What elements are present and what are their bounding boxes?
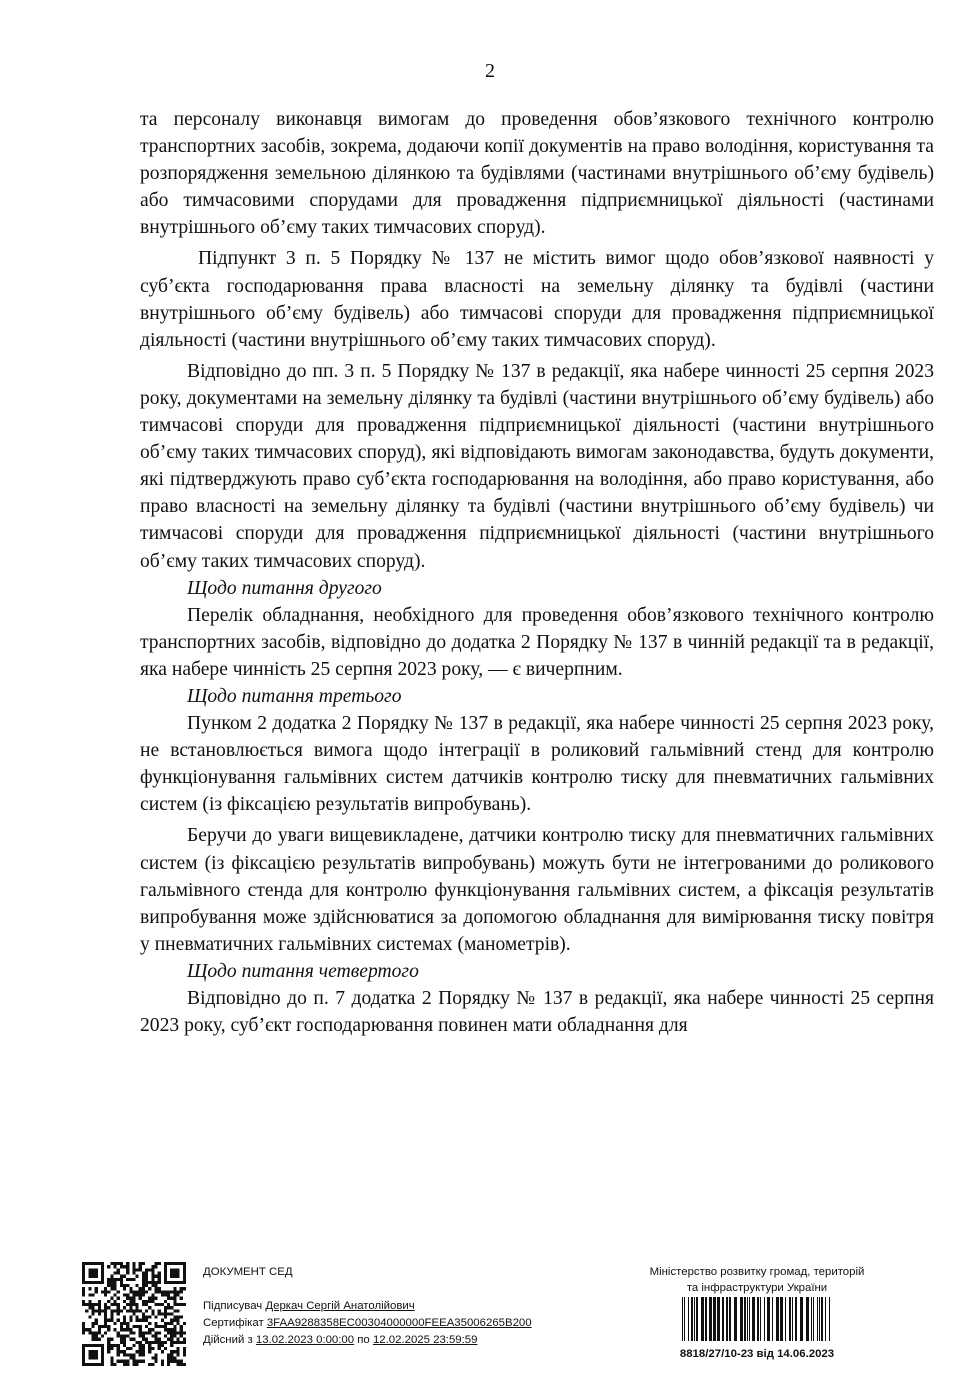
certificate-line bbox=[203, 1315, 532, 1332]
valid-from: 13.02.2023 0:00:00 bbox=[255, 1334, 355, 1346]
paragraph-7: Відповідно до п. 7 додатка 2 Порядку № 137 в редакції, яка набере чинності 25 серпня 2023 року, суб’єкт господарювання повинен мати обладнання для bbox=[140, 988, 934, 1037]
signer-label: Підписувач bbox=[203, 1300, 263, 1312]
certificate-label: Сертифікат bbox=[203, 1317, 264, 1329]
barcode-icon bbox=[682, 1297, 830, 1341]
paragraph-2: Підпункт 3 п. 5 Порядку № 137 не містить вимог щодо обов’язкової наявності у суб’єкта господарювання права власності на земельну ділянку та будівлі (частини внутрішнього об’єму будівель) або тимчасові споруди для провадження підприємницької діяльності (частини внутрішнього об’єму таких тимчасових споруд). bbox=[140, 248, 934, 351]
certificate-value: 3FAA9288358EC00304000000FEEA35006265B200 bbox=[266, 1317, 532, 1329]
section-heading-third: Щодо питання третього bbox=[187, 685, 402, 707]
valid-to: 12.02.2025 23:59:59 bbox=[372, 1334, 478, 1346]
validity-line bbox=[203, 1332, 532, 1349]
signature-footer bbox=[0, 1256, 980, 1376]
paragraph-5: Пунком 2 додатка 2 Порядку № 137 в редакції, яка набере чинності 25 серпня 2023 року, не встановлюється вимога щодо інтеграції в роликовий гальмівний стенд для контролю функціонування гальмівних систем датчиків контролю тиску для пневматичних гальмівних систем (із фіксацією результатів випробувань). bbox=[140, 713, 934, 816]
sed-signature-block bbox=[203, 1264, 532, 1349]
section-heading-second: Щодо питання другого bbox=[187, 577, 382, 599]
signer-line bbox=[203, 1298, 532, 1315]
paragraph-6: Беручи до уваги вищевикладене, датчики контролю тиску для пневматичних гальмівних систем (із фіксацією результатів випробувань) можуть бути не інтегрованими до роликового гальмівного стенда для контролю функціонування гальмівних систем, а фіксація результатів випробування може здійснюватися за допомогою обладнання для вимірювання тиску повітря у пневматичних гальмівних системах (манометрів). bbox=[140, 825, 934, 955]
registration-number: 8818/27/10-23 від 14.06.2023 bbox=[679, 1348, 835, 1360]
document-body bbox=[140, 106, 934, 1039]
valid-to-label: по bbox=[357, 1334, 370, 1346]
qr-code-icon bbox=[82, 1262, 186, 1366]
sed-title: ДОКУМЕНТ СЕД bbox=[203, 1266, 293, 1278]
section-heading-fourth: Щодо питання четвертого bbox=[187, 960, 419, 982]
ministry-line-2: та інфраструктури України bbox=[686, 1282, 828, 1294]
paragraph-1: та персоналу виконавця вимогам до проведення обов’язкового технічного контролю транспортних засобів, зокрема, додаючи копії документів на право володіння, користування та розпорядження земельною ділянкою та будівлями (частинами внутрішнього об’єму будівель) або тимчасовими спорудами для провадження підприємницької діяльності (частинами внутрішнього об’єму таких тимчасових споруд). bbox=[140, 109, 934, 239]
page-number: 2 bbox=[485, 60, 495, 82]
signer-name: Деркач Сергій Анатолійович bbox=[265, 1300, 415, 1312]
valid-label: Дійсний з bbox=[203, 1334, 253, 1346]
paragraph-3: Відповідно до пп. 3 п. 5 Порядку № 137 в редакції, яка набере чинності 25 серпня 2023 року, документами на земельну ділянку та будівлі (частини внутрішнього об’єму будівель) або тимчасові споруди для провадження підприємницької діяльності (частини внутрішнього об’єму таких тимчасових споруд), які відповідають вимогам законодавства, будуть документи, які підтверджують право суб’єкта господарювання на володіння, або право користування, або право власності на земельну ділянку та будівлі (частини внутрішнього об’єму будівель) чи тимчасові споруди для провадження підприємницької діяльності (частини внутрішнього об’єму таких тимчасових споруд). bbox=[140, 360, 934, 572]
ministry-stamp bbox=[612, 1264, 902, 1296]
ministry-line-1: Міністерство розвитку громад, територій bbox=[649, 1266, 865, 1278]
paragraph-4: Перелік обладнання, необхідного для проведення обов’язкового технічного контролю транспортних засобів, відповідно до додатка 2 Порядку № 137 в чинній редакції та в редакції, яка набере чинність 25 серпня 2023 року, — є вичерпним. bbox=[140, 604, 934, 680]
